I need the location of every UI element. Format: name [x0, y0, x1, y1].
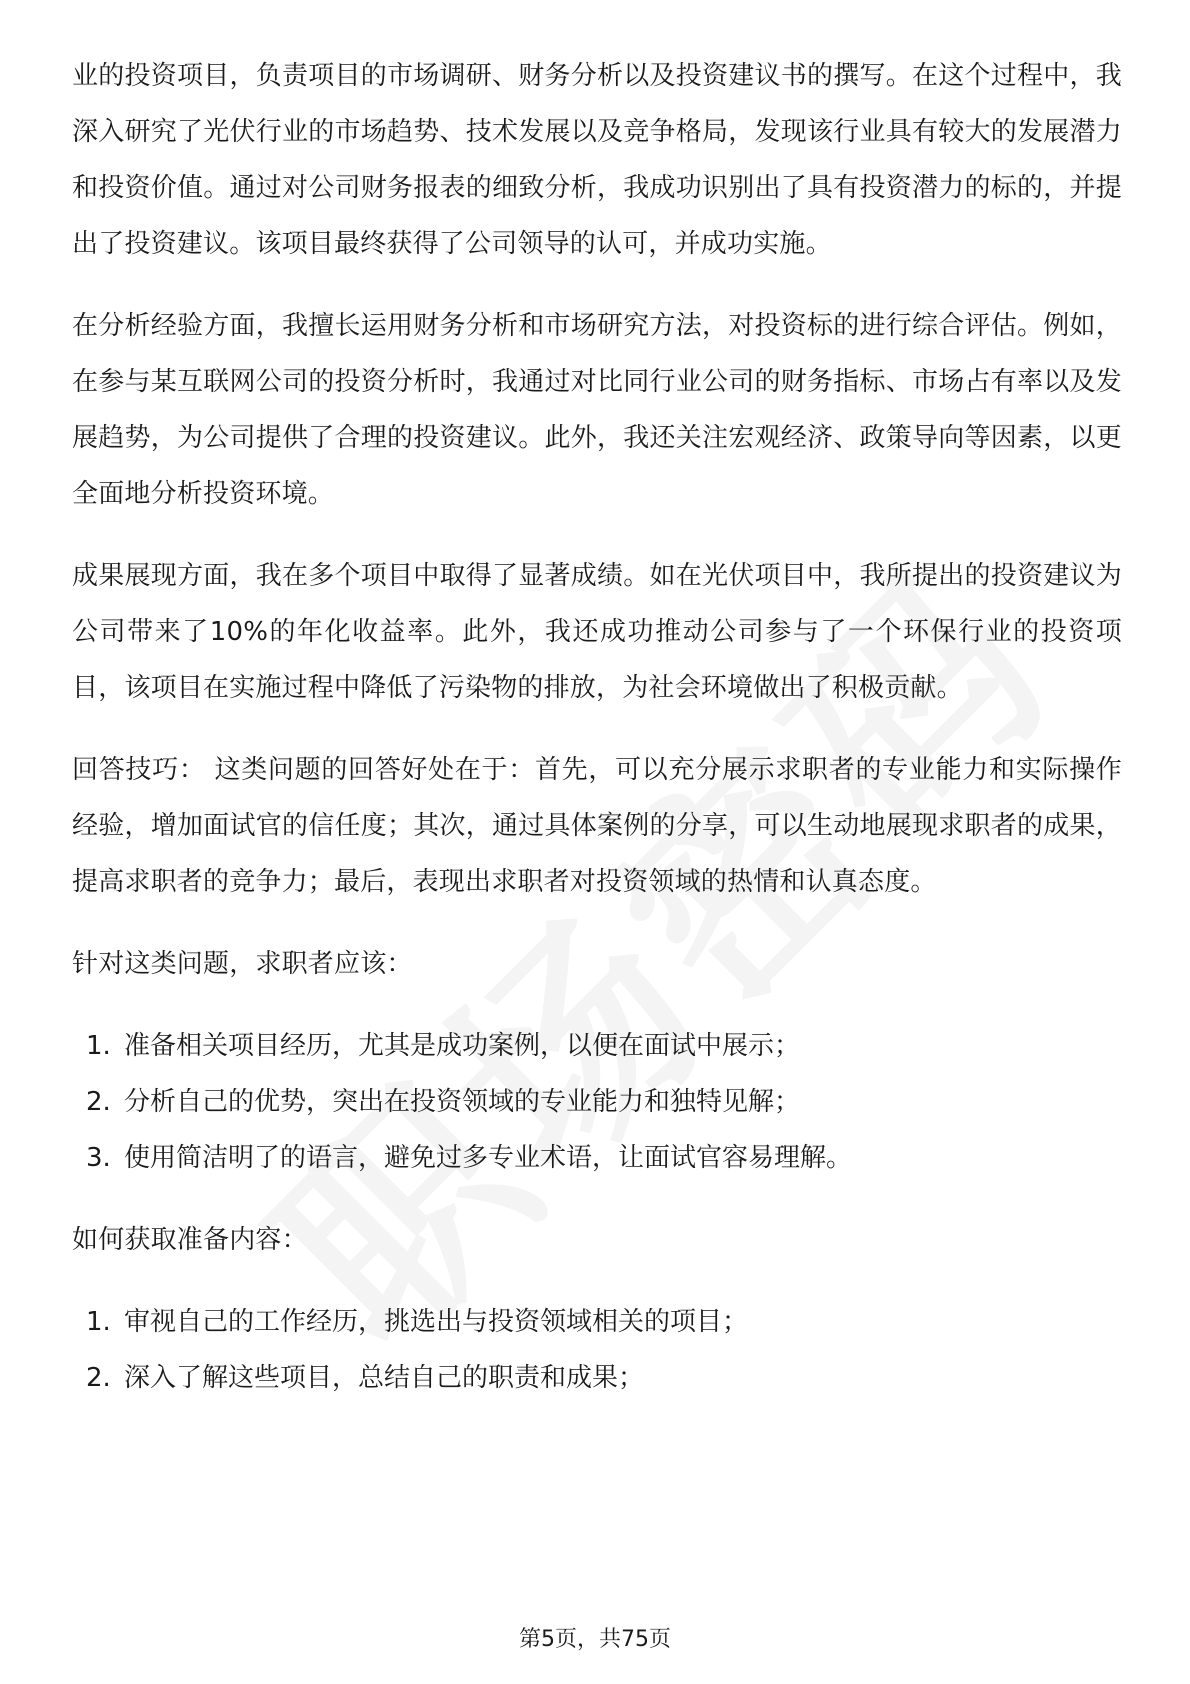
- heading-how-to-prepare: 如何获取准备内容：: [72, 1225, 308, 1255]
- list-item-number: 2.: [86, 1363, 111, 1393]
- list-how-to-prepare: [72, 1294, 1122, 1406]
- list-item-text: 分析自己的优势，突出在投资领域的专业能力和独特见解；: [124, 1087, 801, 1117]
- list-item-text: 准备相关项目经历，尤其是成功案例，以便在面试中展示；: [124, 1031, 801, 1061]
- paragraph-answer-tips: 回答技巧： 这类问题的回答好处在于：首先，可以充分展示求职者的专业能力和实际操作经验，增加面试官的信任度；其次，通过具体案例的分享，可以生动地展现求职者的成果，提高求职者的竞争力；最后，表现出求职者对投资领域的热情和认真态度。: [72, 755, 1123, 897]
- list-item-text: 深入了解这些项目，总结自己的职责和成果；: [124, 1363, 645, 1393]
- list-item: [72, 1130, 1122, 1186]
- list-item: [72, 1074, 1122, 1130]
- paragraph-results: 成果展现方面，我在多个项目中取得了显著成绩。如在光伏项目中，我所提出的投资建议为公司带来了10%的年化收益率。此外，我还成功推动公司参与了一个环保行业的投资项目，该项目在实施过程中降低了污染物的排放，为社会环境做出了积极贡献。: [72, 561, 1122, 703]
- list-item-text: 使用简洁明了的语言，避免过多专业术语，让面试官容易理解。: [124, 1143, 853, 1173]
- document-body: [72, 48, 1122, 1432]
- list-item-number: 2.: [86, 1087, 111, 1117]
- paragraph-candidate-should: 针对这类问题，求职者应该：: [72, 949, 413, 979]
- list-item: [72, 1350, 1122, 1406]
- list-item-number: 3.: [86, 1143, 111, 1173]
- list-candidate-should: [72, 1018, 1122, 1186]
- list-item: [72, 1018, 1122, 1074]
- list-item: [72, 1294, 1122, 1350]
- paragraph-analysis-experience: 在分析经验方面，我擅长运用财务分析和市场研究方法，对投资标的进行综合评估。例如，在参与某互联网公司的投资分析时，我通过对比同行业公司的财务指标、市场占有率以及发展趋势，为公司提供了合理的投资建议。此外，我还关注宏观经济、政策导向等因素，以更全面地分析投资环境。: [72, 311, 1122, 509]
- list-item-number: 1.: [86, 1307, 111, 1337]
- page-number: 第5页，共75页: [519, 1627, 671, 1652]
- list-item-text: 审视自己的工作经历，挑选出与投资领域相关的项目；: [124, 1307, 749, 1337]
- paragraph-project-experience: 业的投资项目，负责项目的市场调研、财务分析以及投资建议书的撰写。在这个过程中，我深入研究了光伏行业的市场趋势、技术发展以及竞争格局，发现该行业具有较大的发展潜力和投资价值。通过对公司财务报表的细致分析，我成功识别出了具有投资潜力的标的，并提出了投资建议。该项目最终获得了公司领导的认可，并成功实施。: [72, 61, 1122, 259]
- list-item-number: 1.: [86, 1031, 111, 1061]
